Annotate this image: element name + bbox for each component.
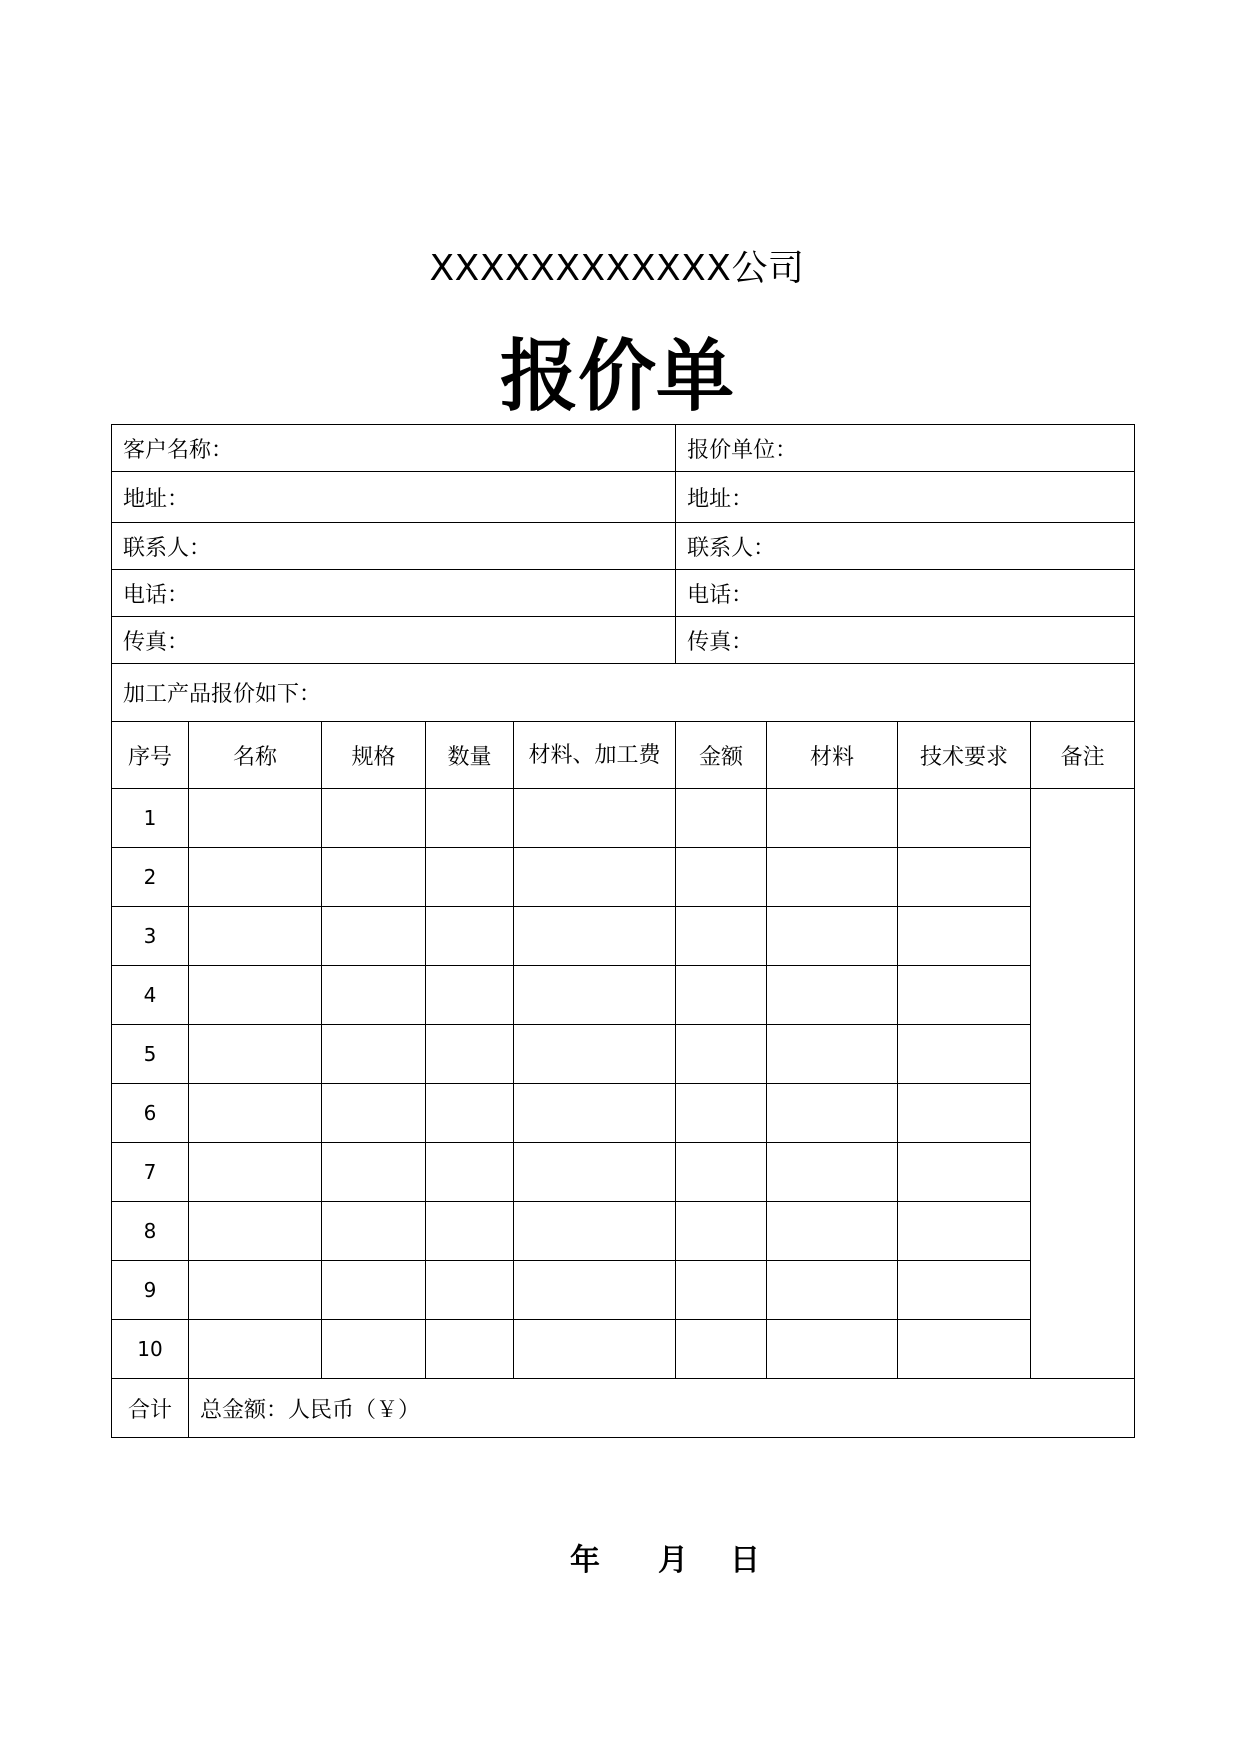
cell-name <box>189 1261 322 1320</box>
cell-material <box>767 1261 898 1320</box>
cell-tech <box>898 907 1031 966</box>
cell-spec <box>322 848 426 907</box>
cell-material <box>767 1202 898 1261</box>
cell-spec <box>322 789 426 848</box>
cell-tech <box>898 1261 1031 1320</box>
table-row <box>112 848 1135 907</box>
intro-text: 加工产品报价如下： <box>112 664 1135 722</box>
cell-tech <box>898 966 1031 1025</box>
company-name: XXXXXXXXXXXX公司 <box>429 248 805 289</box>
cell-amount <box>676 789 767 848</box>
info-row <box>112 617 1135 664</box>
total-row <box>112 1379 1135 1438</box>
row-number: 9 <box>112 1261 189 1320</box>
col-header-amount: 金额 <box>676 722 767 789</box>
table-row <box>112 789 1135 848</box>
cell-spec <box>322 1202 426 1261</box>
info-row <box>112 472 1135 523</box>
row-number: 10 <box>112 1320 189 1379</box>
table-row <box>112 966 1135 1025</box>
row-number: 3 <box>112 907 189 966</box>
cell-quantity <box>426 1143 514 1202</box>
col-header-quantity: 数量 <box>426 722 514 789</box>
cell-fee <box>514 1025 676 1084</box>
cell-name <box>189 789 322 848</box>
cell-amount <box>676 907 767 966</box>
cell-material <box>767 1320 898 1379</box>
cell-quantity <box>426 789 514 848</box>
cell-name <box>189 1320 322 1379</box>
cell-spec <box>322 1084 426 1143</box>
cell-amount <box>676 1261 767 1320</box>
row-number: 7 <box>112 1143 189 1202</box>
cell-name <box>189 1084 322 1143</box>
cell-tech <box>898 789 1031 848</box>
quoting-address-label: 地址： <box>676 472 1135 523</box>
document-title: 报价单 <box>499 332 734 422</box>
cell-fee <box>514 1143 676 1202</box>
cell-material <box>767 1084 898 1143</box>
cell-spec <box>322 907 426 966</box>
cell-tech <box>898 1320 1031 1379</box>
table-row <box>112 1025 1135 1084</box>
column-header-row <box>112 722 1135 789</box>
info-row <box>112 425 1135 472</box>
cell-name <box>189 848 322 907</box>
col-header-name: 名称 <box>189 722 322 789</box>
cell-material <box>767 966 898 1025</box>
cell-quantity <box>426 1261 514 1320</box>
row-number: 2 <box>112 848 189 907</box>
total-amount-text: 总金额：人民币（￥） <box>189 1379 1135 1438</box>
cell-quantity <box>426 966 514 1025</box>
cell-name <box>189 1025 322 1084</box>
cell-fee <box>514 966 676 1025</box>
row-number: 4 <box>112 966 189 1025</box>
col-header-technical-requirements: 技术要求 <box>898 722 1031 789</box>
table-row <box>112 1143 1135 1202</box>
cell-quantity <box>426 907 514 966</box>
cell-amount <box>676 1202 767 1261</box>
cell-amount <box>676 848 767 907</box>
cell-amount <box>676 1025 767 1084</box>
col-header-material-processing-fee: 材料、加工费 <box>514 722 676 789</box>
remarks-cell <box>1031 789 1135 1379</box>
info-row <box>112 570 1135 617</box>
info-row <box>112 523 1135 570</box>
date-line <box>570 1535 760 1579</box>
cell-spec <box>322 1143 426 1202</box>
cell-spec <box>322 966 426 1025</box>
customer-phone-label: 电话： <box>112 570 676 617</box>
cell-fee <box>514 1202 676 1261</box>
cell-spec <box>322 1261 426 1320</box>
total-label: 合计 <box>112 1379 189 1438</box>
cell-material <box>767 1143 898 1202</box>
date-day: 日 <box>730 1543 760 1578</box>
quote-table <box>111 424 1135 1438</box>
table-row <box>112 1202 1135 1261</box>
col-header-spec: 规格 <box>322 722 426 789</box>
cell-fee <box>514 1320 676 1379</box>
cell-amount <box>676 1143 767 1202</box>
date-year: 年 <box>570 1543 600 1578</box>
row-number: 8 <box>112 1202 189 1261</box>
quoting-fax-label: 传真： <box>676 617 1135 664</box>
cell-name <box>189 966 322 1025</box>
cell-material <box>767 1025 898 1084</box>
cell-amount <box>676 1084 767 1143</box>
cell-fee <box>514 907 676 966</box>
cell-quantity <box>426 1320 514 1379</box>
cell-material <box>767 848 898 907</box>
col-header-material: 材料 <box>767 722 898 789</box>
customer-name-label: 客户名称： <box>112 425 676 472</box>
cell-name <box>189 1202 322 1261</box>
date-month: 月 <box>658 1543 688 1578</box>
cell-spec <box>322 1025 426 1084</box>
customer-fax-label: 传真： <box>112 617 676 664</box>
table-row <box>112 1084 1135 1143</box>
cell-quantity <box>426 1084 514 1143</box>
col-header-index: 序号 <box>112 722 189 789</box>
cell-tech <box>898 848 1031 907</box>
cell-fee <box>514 1084 676 1143</box>
intro-row <box>112 664 1135 722</box>
cell-name <box>189 1143 322 1202</box>
cell-quantity <box>426 848 514 907</box>
cell-material <box>767 789 898 848</box>
cell-tech <box>898 1202 1031 1261</box>
col-header-remarks: 备注 <box>1031 722 1135 789</box>
cell-fee <box>514 789 676 848</box>
cell-tech <box>898 1143 1031 1202</box>
cell-fee <box>514 848 676 907</box>
cell-quantity <box>426 1202 514 1261</box>
cell-amount <box>676 966 767 1025</box>
cell-spec <box>322 1320 426 1379</box>
customer-address-label: 地址： <box>112 472 676 523</box>
table-row <box>112 907 1135 966</box>
cell-tech <box>898 1084 1031 1143</box>
quoting-contact-label: 联系人： <box>676 523 1135 570</box>
quoting-phone-label: 电话： <box>676 570 1135 617</box>
cell-tech <box>898 1025 1031 1084</box>
cell-quantity <box>426 1025 514 1084</box>
cell-name <box>189 907 322 966</box>
row-number: 1 <box>112 789 189 848</box>
quoting-company-label: 报价单位： <box>676 425 1135 472</box>
table-row <box>112 1320 1135 1379</box>
cell-fee <box>514 1261 676 1320</box>
customer-contact-label: 联系人： <box>112 523 676 570</box>
row-number: 5 <box>112 1025 189 1084</box>
row-number: 6 <box>112 1084 189 1143</box>
cell-material <box>767 907 898 966</box>
table-row <box>112 1261 1135 1320</box>
cell-amount <box>676 1320 767 1379</box>
